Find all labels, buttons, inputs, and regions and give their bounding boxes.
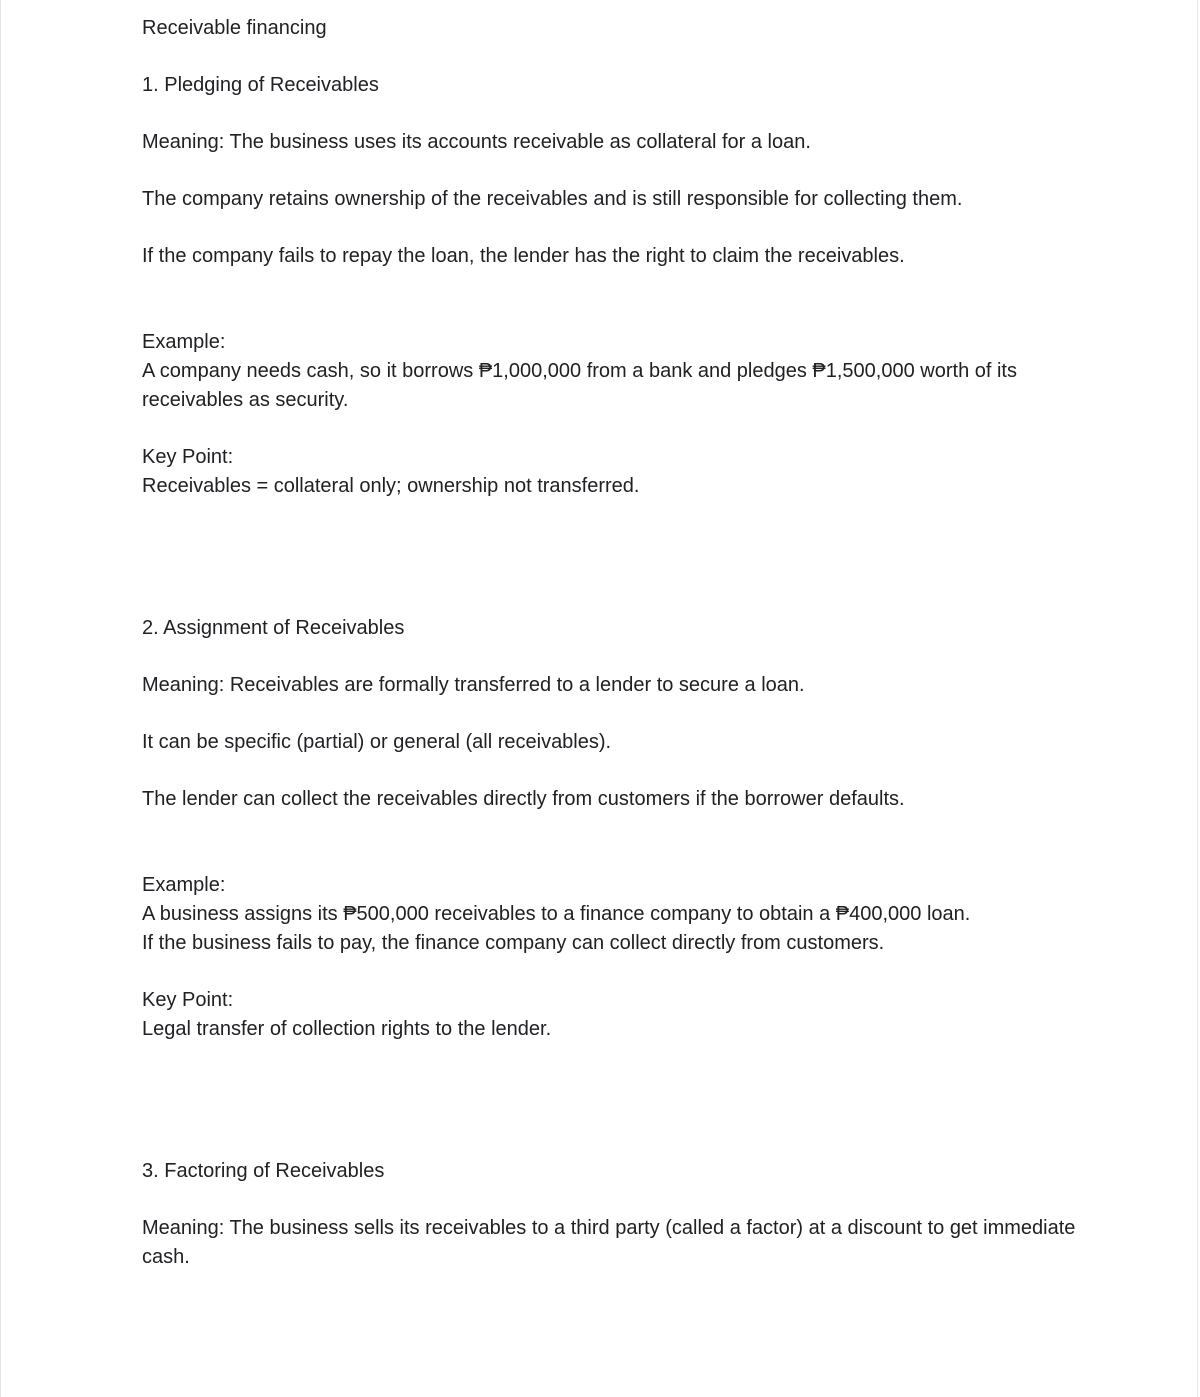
section-heading-factoring: 3. Factoring of Receivables	[142, 1160, 385, 1182]
assignment-example-label: Example:	[142, 874, 226, 896]
assignment-example-text-2: If the business fails to pay, the finance company can collect directly from customers.	[142, 932, 885, 954]
assignment-key-point-text: Legal transfer of collection rights to the lender.	[142, 1018, 552, 1040]
assignment-point-collection: The lender can collect the receivables directly from customers if the borrower defaults.	[142, 788, 905, 810]
assignment-meaning: Meaning: Receivables are formally transferred to a lender to secure a loan.	[142, 674, 805, 696]
pledging-example-text: A company needs cash, so it borrows ₱1,000,000 from a bank and pledges ₱1,500,000 worth of its receivables as security.	[142, 360, 1017, 411]
pledging-meaning: Meaning: The business uses its accounts receivable as collateral for a loan.	[142, 131, 811, 153]
pledging-key-point-text: Receivables = collateral only; ownership not transferred.	[142, 475, 640, 497]
section-heading-assignment: 2. Assignment of Receivables	[142, 617, 405, 639]
assignment-example-text-1: A business assigns its ₱500,000 receivables to a finance company to obtain a ₱400,000 loan.	[142, 903, 971, 925]
pledging-point-ownership: The company retains ownership of the receivables and is still responsible for collecting them.	[142, 188, 963, 210]
document-title: Receivable financing	[142, 17, 327, 39]
pledging-point-default: If the company fails to repay the loan, the lender has the right to claim the receivables.	[142, 245, 905, 267]
section-heading-pledging: 1. Pledging of Receivables	[142, 74, 379, 96]
pledging-example-label: Example:	[142, 331, 226, 353]
assignment-point-scope: It can be specific (partial) or general (all receivables).	[142, 731, 612, 753]
document-body	[142, 14, 1082, 1272]
factoring-meaning: Meaning: The business sells its receivables to a third party (called a factor) at a discount to get immediate cash.	[142, 1217, 1076, 1268]
pledging-key-point-label: Key Point:	[142, 446, 234, 468]
assignment-key-point-label: Key Point:	[142, 989, 234, 1011]
